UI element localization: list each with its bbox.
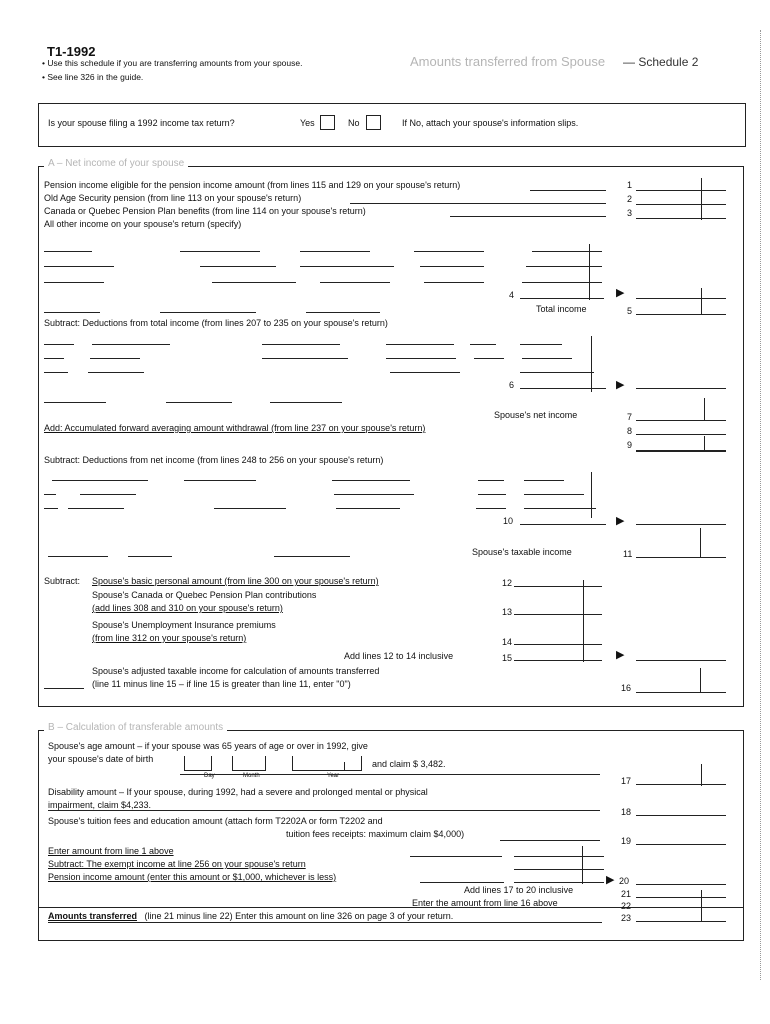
line-8-amount-field[interactable]: [636, 434, 726, 435]
line-1-rule: [530, 190, 606, 191]
line-15-carry-field[interactable]: [636, 660, 726, 661]
line-14-label-b: (from line 312 on your spouse's return): [92, 633, 247, 643]
line-2-rule: [350, 203, 606, 204]
line-23-rule: [48, 922, 602, 923]
taxable-spec-2[interactable]: [128, 556, 172, 557]
line-17-cents-divider: [701, 764, 702, 786]
other-income-spec-2[interactable]: [180, 251, 260, 252]
line-17-label-b: your spouse's date of birth: [48, 754, 154, 764]
deduction-spec-2[interactable]: [92, 344, 170, 345]
line-10-amount-field[interactable]: [520, 524, 606, 525]
line-9-cents-divider: [704, 436, 705, 450]
line-2-amount-field[interactable]: [636, 204, 726, 205]
line-20a-amount-field[interactable]: [514, 856, 604, 857]
taxable-income-label: Spouse's taxable income: [472, 547, 572, 557]
line-number-23: 23: [621, 913, 632, 923]
deductions-cents-divider: [591, 336, 592, 392]
net-deduction-spec-4[interactable]: [478, 480, 504, 481]
net-deduction-spec-13[interactable]: [214, 508, 286, 509]
line-20c-spec[interactable]: [420, 882, 504, 883]
day-caption: Day: [204, 773, 215, 779]
line-20-amount-field[interactable]: [636, 884, 726, 885]
line-23-label-bold: Amounts transferred: [48, 911, 138, 921]
net-deduction-spec-14[interactable]: [336, 508, 400, 509]
line-number-11: 11: [623, 549, 633, 559]
other-income-spec-4[interactable]: [414, 251, 484, 252]
line-16-amount-field[interactable]: [636, 692, 726, 693]
line-20-cents-divider: [582, 846, 583, 884]
net-deductions-cents-divider: [591, 472, 592, 518]
deduction-spec-7[interactable]: [44, 358, 64, 359]
section-b-left-rule: [38, 730, 39, 908]
line-20-label-a: Enter amount from line 1 above: [48, 846, 174, 856]
instruction-1: • Use this schedule if you are transferring amounts from your spouse.: [42, 58, 303, 68]
birth-year-field[interactable]: [292, 756, 362, 771]
line-1-label: Pension income eligible for the pension income amount (from lines 115 and 129 on your spouse's return): [44, 180, 461, 190]
line-22-label: Enter the amount from line 16 above: [412, 898, 558, 908]
birth-month-field[interactable]: [232, 756, 266, 771]
line-11-amount-field[interactable]: [636, 557, 726, 558]
other-income-spec-11[interactable]: [44, 282, 104, 283]
line-number-19: 19: [621, 836, 632, 846]
line-number-20: 20: [619, 876, 630, 886]
section-b-title: B – Calculation of transferable amounts: [44, 722, 227, 733]
section-a-left-rule: [38, 166, 39, 706]
section-b-right-rule: [743, 730, 744, 908]
deduction-spec-9[interactable]: [262, 358, 348, 359]
subtract-label: Subtract:: [44, 576, 81, 586]
line-17-rule: [180, 774, 600, 775]
deduction-spec-6[interactable]: [520, 344, 562, 345]
total-income-label: Total income: [536, 304, 587, 314]
yes-checkbox[interactable]: [320, 115, 335, 130]
lines-12-15-cents-divider: [583, 580, 584, 662]
line-17-amount-field[interactable]: [636, 784, 726, 785]
line-5-amount-field[interactable]: [636, 314, 726, 315]
line-number-14: 14: [502, 637, 513, 647]
line-19-amount-field[interactable]: [636, 844, 726, 845]
net-income-spec-1[interactable]: [44, 402, 106, 403]
taxable-spec-1[interactable]: [48, 556, 108, 557]
line-21-amount-field[interactable]: [636, 897, 726, 898]
subtract-net-label: Subtract: Deductions from net income (from lines 248 to 256 on your spouse's return): [44, 455, 384, 465]
line-13-label-a: Spouse's Canada or Quebec Pension Plan contributions: [92, 590, 317, 600]
line-16-label-b: (line 11 minus line 15 – if line 15 is greater than line 11, enter "0"): [92, 679, 351, 689]
line-6-amount-field[interactable]: [520, 388, 606, 389]
deduction-spec-14[interactable]: [88, 372, 144, 373]
other-income-spec-15[interactable]: [522, 282, 602, 283]
line-number-8: 8: [627, 426, 633, 436]
net-deduction-spec-2[interactable]: [184, 480, 256, 481]
net-deduction-spec-15[interactable]: [476, 508, 506, 509]
line-21-label: Add lines 17 to 20 inclusive: [464, 885, 574, 895]
line-number-16: 16: [621, 683, 632, 693]
net-deduction-spec-3[interactable]: [332, 480, 410, 481]
line-20a-spec[interactable]: [410, 856, 502, 857]
line-15-label: Add lines 12 to 14 inclusive: [344, 651, 454, 661]
line-20-arrow: ▶: [606, 874, 615, 886]
section-a-title: A – Net income of your spouse: [44, 158, 188, 169]
line-20-label-b: Subtract: The exempt income at line 256 on your spouse's return: [48, 859, 306, 869]
line-7-amount-field[interactable]: [636, 420, 726, 421]
line-number-3: 3: [627, 208, 633, 218]
no-checkbox[interactable]: [366, 115, 381, 130]
line-number-21: 21: [621, 889, 632, 899]
section-b-bottom-rule: [38, 907, 744, 908]
deduction-spec-3[interactable]: [262, 344, 340, 345]
no-label: No: [348, 118, 360, 128]
net-deduction-spec-11[interactable]: [44, 508, 58, 509]
instruction-1-text: Use this schedule if you are transferring amounts from your spouse.: [47, 58, 303, 68]
line-4-carry-field[interactable]: [636, 298, 726, 299]
line-19-rule: [500, 840, 600, 841]
line-number-7: 7: [627, 412, 633, 422]
line-number-9: 9: [627, 440, 633, 450]
net-income-label: Spouse's net income: [494, 410, 578, 420]
line-19-label-b: tuition fees receipts: maximum claim $4,000): [286, 829, 465, 839]
line-number-1: 1: [627, 180, 633, 190]
line-13-label-b: (add lines 308 and 310 on your spouse's return): [92, 603, 283, 613]
other-income-spec-7[interactable]: [200, 266, 276, 267]
line-4-cents-divider: [701, 288, 702, 314]
line-number-22: 22: [621, 901, 632, 911]
line-number-15: 15: [502, 653, 513, 663]
other-income-spec-6[interactable]: [44, 266, 114, 267]
line-4-arrow: ▶: [616, 287, 625, 299]
total-income-spec-3[interactable]: [306, 312, 380, 313]
other-income-spec-3[interactable]: [300, 251, 370, 252]
net-deduction-spec-1[interactable]: [52, 480, 148, 481]
form-bottom-rule: [38, 940, 744, 941]
line-19-label-a: Spouse's tuition fees and education amount (attach form T2202A or form T2202 and: [48, 816, 383, 826]
net-deduction-spec-9[interactable]: [478, 494, 506, 495]
line-3-amount-field[interactable]: [636, 218, 726, 219]
line-18-amount-field[interactable]: [636, 815, 726, 816]
line-11-cents-divider: [700, 528, 701, 558]
other-income-label: All other income on your spouse's return (specify): [44, 219, 242, 229]
net-deduction-spec-16[interactable]: [524, 508, 596, 509]
form-bottom-left-rule: [38, 908, 39, 940]
other-income-spec-8[interactable]: [300, 266, 394, 267]
section-a-bottom-rule: [38, 706, 744, 707]
line-23-label-text: (line 21 minus line 22) Enter this amount on line 326 on page 3 of your return.: [144, 911, 454, 921]
birth-day-field[interactable]: [184, 756, 212, 771]
month-caption: Month: [243, 773, 260, 779]
line-number-18: 18: [621, 807, 632, 817]
deduction-spec-15[interactable]: [390, 372, 460, 373]
line-3-rule: [450, 216, 606, 217]
page-edge-dots: [760, 30, 761, 980]
line-18-label-a: Disability amount – If your spouse, during 1992, had a severe and prolonged mental or physical: [48, 787, 428, 797]
deduction-spec-1[interactable]: [44, 344, 74, 345]
instruction-2-text: See line 326 in the guide.: [47, 72, 144, 82]
line-20-label-c: Pension income amount (enter this amount or $1,000, whichever is less): [48, 872, 337, 882]
net-deduction-spec-6[interactable]: [44, 494, 56, 495]
line-12-amount-field[interactable]: [514, 586, 602, 587]
deduction-spec-8[interactable]: [90, 358, 140, 359]
line-18-label-b: impairment, claim $4,233.: [48, 800, 152, 810]
taxable-spec-3[interactable]: [274, 556, 350, 557]
line-23-amount-field[interactable]: [636, 921, 726, 922]
line-7-cents-divider: [704, 398, 705, 420]
line-number-10: 10: [503, 516, 514, 526]
line-23-label: [48, 911, 453, 921]
line-4-amount-field[interactable]: [520, 298, 604, 299]
line-number-13: 13: [502, 607, 513, 617]
deduction-spec-16[interactable]: [520, 372, 594, 373]
line-17-label-a: Spouse's age amount – if your spouse was 65 years of age or over in 1992, give: [48, 741, 368, 751]
line-6-arrow: ▶: [616, 379, 625, 391]
other-income-spec-9[interactable]: [420, 266, 484, 267]
lines-1-3-cents-divider: [701, 178, 702, 220]
schedule-number: Schedule 2: [638, 55, 699, 69]
lines-21-23-cents-divider: [701, 890, 702, 922]
yes-label: Yes: [300, 118, 315, 128]
net-deduction-spec-7[interactable]: [80, 494, 136, 495]
line-1-amount-field[interactable]: [636, 190, 726, 191]
line-number-5: 5: [627, 306, 633, 316]
year-caption: Year: [327, 773, 340, 779]
other-income-cents-divider: [589, 244, 590, 300]
schedule-title: Amounts transferred from Spouse: [410, 54, 606, 69]
line-2-label: Old Age Security pension (from line 113 on your spouse's return): [44, 193, 302, 203]
line-number-6: 6: [509, 380, 515, 390]
form-bottom-right-rule: [743, 908, 744, 940]
other-income-spec-14[interactable]: [424, 282, 484, 283]
deduction-spec-10[interactable]: [386, 358, 456, 359]
line-17-label-c: and claim $ 3,482.: [372, 759, 446, 769]
total-income-spec-2[interactable]: [160, 312, 256, 313]
line-15-arrow: ▶: [616, 649, 625, 661]
form-id: T1-1992: [47, 44, 96, 59]
line-3-label: Canada or Quebec Pension Plan benefits (from line 114 on your spouse's return): [44, 206, 366, 216]
line-18-rule: [48, 810, 600, 811]
other-income-spec-10[interactable]: [526, 266, 602, 267]
line-10-arrow: ▶: [616, 515, 625, 527]
line-20c-amount-field[interactable]: [514, 882, 604, 883]
line-14-amount-field[interactable]: [514, 644, 602, 645]
deduction-spec-13[interactable]: [44, 372, 68, 373]
line-16-spec[interactable]: [44, 688, 84, 689]
line-number-4: 4: [509, 290, 515, 300]
line-15-amount-field[interactable]: [514, 660, 602, 661]
line-10-carry-field[interactable]: [636, 524, 726, 525]
line-12-label: Spouse's basic personal amount (from line 300 on your spouse's return): [92, 576, 379, 586]
line-number-12: 12: [502, 578, 513, 588]
net-deduction-spec-5[interactable]: [524, 480, 564, 481]
birth-year-divider: [344, 762, 345, 770]
net-income-spec-2[interactable]: [166, 402, 232, 403]
instruction-2: • See line 326 in the guide.: [42, 72, 144, 82]
other-income-spec-1[interactable]: [44, 251, 92, 252]
net-deduction-spec-8[interactable]: [334, 494, 414, 495]
line-14-label-a: Spouse's Unemployment Insurance premiums: [92, 620, 276, 630]
spouse-filing-question: Is your spouse filing a 1992 income tax return?: [48, 118, 235, 128]
net-deduction-spec-12[interactable]: [68, 508, 124, 509]
other-income-spec-12[interactable]: [212, 282, 296, 283]
deduction-spec-4[interactable]: [386, 344, 454, 345]
add-forward-label: Add: Accumulated forward averaging amount withdrawal (from line 237 on your spouse's return): [44, 423, 426, 433]
subtract-deductions-label: Subtract: Deductions from total income (from lines 207 to 235 on your spouse's return): [44, 318, 388, 328]
line-20b-amount-field[interactable]: [514, 869, 604, 870]
line-6-carry-field[interactable]: [636, 388, 726, 389]
deduction-spec-12[interactable]: [522, 358, 572, 359]
net-deduction-spec-10[interactable]: [524, 494, 584, 495]
line-number-17: 17: [621, 776, 632, 786]
net-income-spec-3[interactable]: [270, 402, 342, 403]
schedule-label: — Schedule 2: [623, 55, 699, 69]
total-income-spec-1[interactable]: [44, 312, 100, 313]
line-13-amount-field[interactable]: [514, 614, 602, 615]
deduction-spec-11[interactable]: [474, 358, 504, 359]
spouse-filing-note: If No, attach your spouse's information slips.: [402, 118, 579, 128]
section-a-right-rule: [743, 166, 744, 706]
other-income-spec-13[interactable]: [320, 282, 390, 283]
deduction-spec-5[interactable]: [470, 344, 496, 345]
line-16-label-a: Spouse's adjusted taxable income for calculation of amounts transferred: [92, 666, 380, 676]
line-16-cents-divider: [700, 668, 701, 692]
line-number-2: 2: [627, 194, 633, 204]
line-9-amount-field[interactable]: [636, 450, 726, 452]
other-income-spec-5[interactable]: [532, 251, 602, 252]
